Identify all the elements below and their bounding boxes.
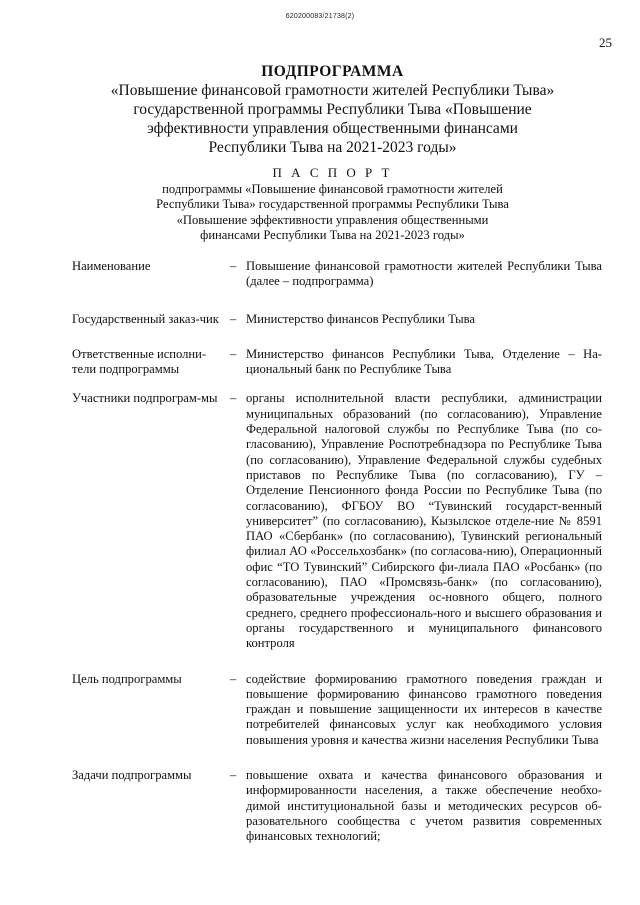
passport-row-name <box>72 259 602 290</box>
row-value: Министерство финансов Республики Тыва, Отделение – На-циональный банк по Республике Тыва <box>246 346 602 377</box>
row-label: Задачи подпрограммы <box>72 768 192 783</box>
row-value: Повышение финансовой грамотности жителей Республики Тыва (далее – подпрограмма) <box>246 259 602 289</box>
passport-line: «Повышение эффективности управления общественными <box>176 212 489 227</box>
row-value: повышение охвата и качества финансового образования и информированности населения, а также обеспечение необхо-димой институциональной базы и методических ресурсов об-разовательного сообщества с учетом развития современных финансовых технологий; <box>246 768 602 844</box>
title-line: государственной программы Республики Тыва «Повышение <box>133 101 532 118</box>
row-dash: – <box>230 391 237 406</box>
title-line: эффективности управления общественными финансами <box>147 120 518 137</box>
row-value: содействие формированию грамотного поведения граждан и повышение формированию финансово грамотного поведения граждан и повышение защищенности их интересов в качестве потребителей финансовых услуг как необходимого условия повышения уровня и качества жизни населения Республики Тыва <box>246 671 602 747</box>
document-id: 620200083/21738(2) <box>285 13 355 20</box>
subprogram-heading: ПОДПРОГРАММА <box>261 63 404 80</box>
row-value: органы исполнительной власти республики, администрации муниципальных образований (по согласованию), Управление Федеральной налоговой службы по Республике Тыва (по со-гласованию), Управление Роспотребнадзора по Республике Тыва (по согласованию), Управление Федеральной службы судебных приставов по Республике Тыва (по согласованию), ГУ – Отделение Пенсионного фонда России по Республике Тыва (по согласованию), ФГБОУ ВО “Тувинский государст-венный университет” (по согласованию), Кызылское отделе-ние № 8591 ПАО «Сбербанк» (по согласованию), Тувинский региональный филиал АО «Россельхозбанк» (по согласова-нию), Операционный офис “ТО Тувинский” Сибирского фи-лиала ПАО «Росбанк» (по согласованию), ПАО «Промсвязь-банк» (по согласованию), образовательные учреждения ос-новного общего, полного среднего, среднего профессиональ-ного и высшего образования и органы государственного и муниципального финансового контроля <box>246 391 602 651</box>
row-label: Ответственные исполни-тели подпрограммы <box>72 346 207 377</box>
row-value: Министерство финансов Республики Тыва <box>246 311 475 326</box>
passport-line: финансами Республики Тыва на 2021-2023 годы» <box>200 227 465 242</box>
passport-row-executors <box>72 347 602 378</box>
row-label: Государственный заказ-чик <box>72 311 219 326</box>
passport-header <box>120 165 545 243</box>
row-label: Цель подпрограммы <box>72 671 182 686</box>
passport-table <box>72 259 602 845</box>
title-line: Республики Тыва на 2021-2023 годы» <box>208 139 457 156</box>
row-dash: – <box>230 311 237 326</box>
passport-row-participants <box>72 391 602 651</box>
row-dash: – <box>230 259 237 273</box>
passport-heading: П А С П О Р Т <box>272 165 393 180</box>
row-label: Наименование <box>72 259 151 273</box>
passport-line: Республики Тыва» государственной программы Республики Тыва <box>156 197 509 212</box>
passport-row-customer <box>72 312 602 327</box>
passport-row-tasks <box>72 768 602 844</box>
passport-row-goal <box>72 672 602 748</box>
passport-line: подпрограммы «Повышение финансовой грамотности жителей <box>162 182 503 197</box>
row-label: Участники подпрограм-мы <box>72 391 218 406</box>
page-number: 25 <box>599 35 612 50</box>
title-line: «Повышение финансовой грамотности жителей Республики Тыва» <box>110 82 555 99</box>
row-dash: – <box>230 346 237 361</box>
subprogram-title <box>90 62 575 157</box>
row-dash: – <box>230 768 237 783</box>
row-dash: – <box>230 671 237 686</box>
